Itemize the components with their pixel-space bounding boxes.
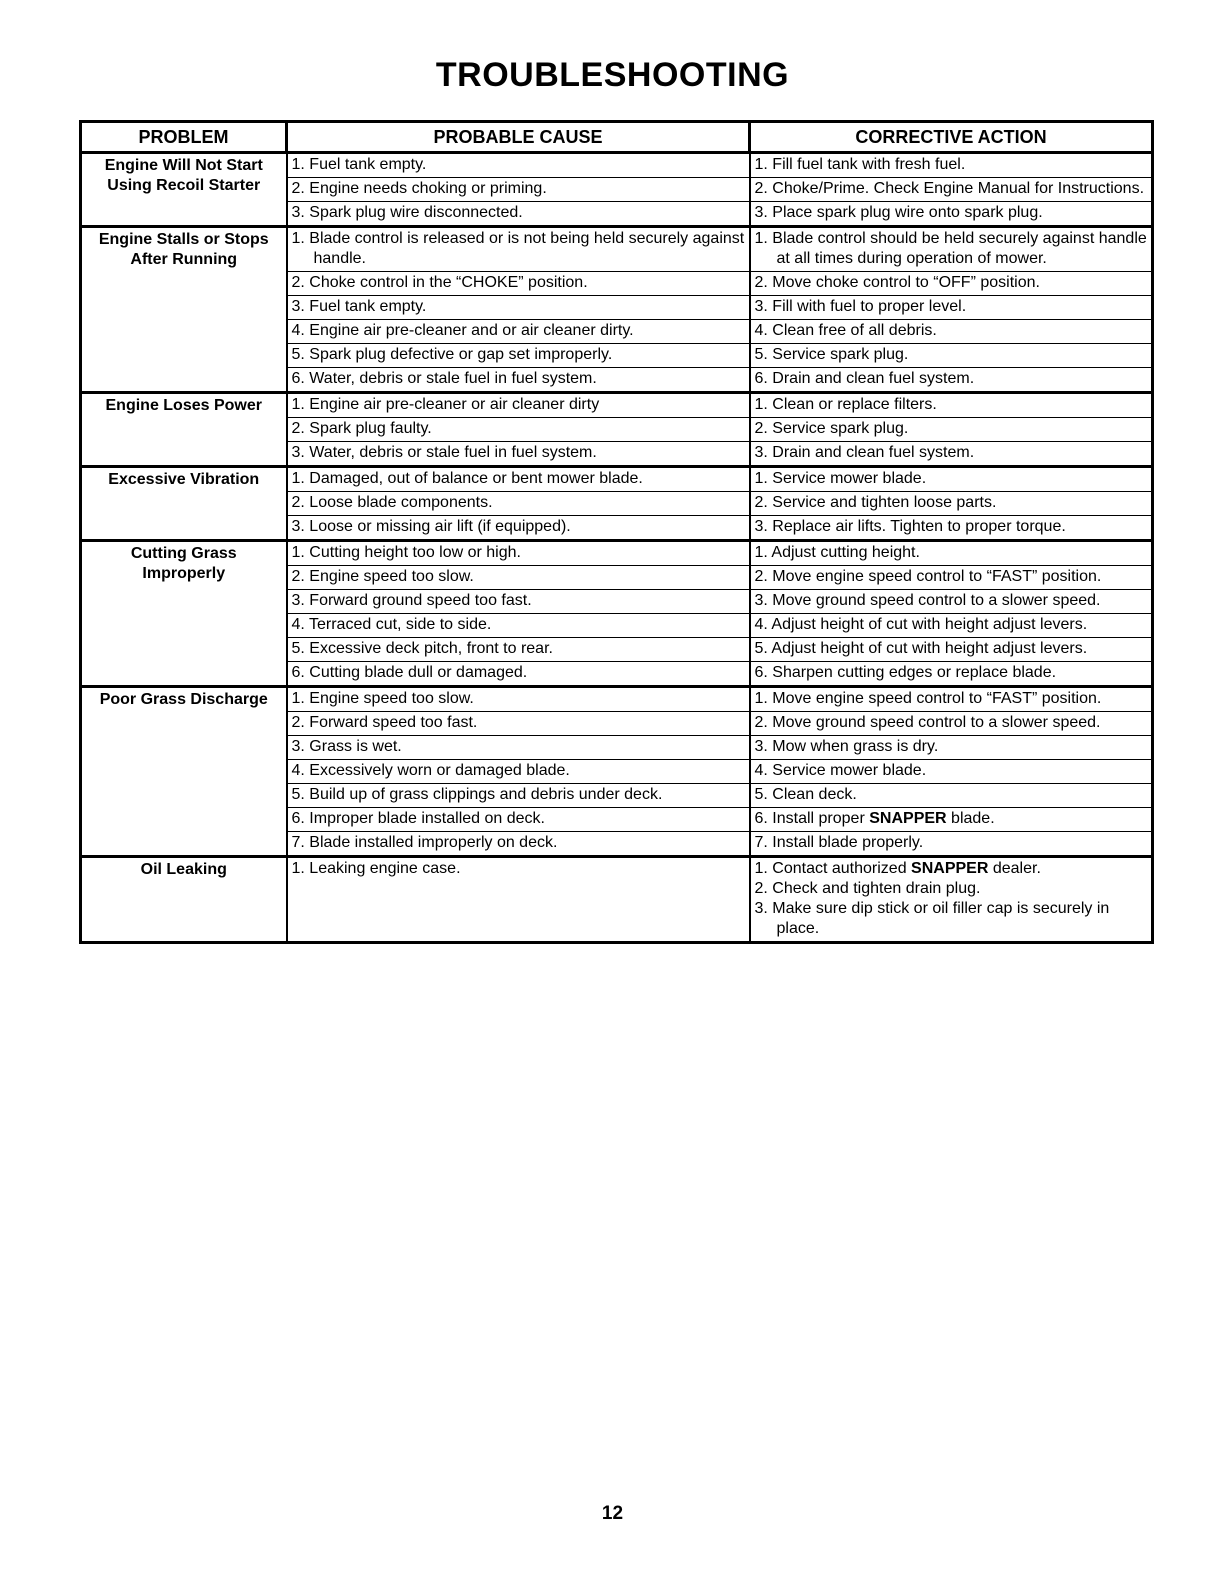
- action-cell: [750, 857, 1153, 943]
- action-text: 2. Service and tighten loose parts.: [754, 494, 997, 511]
- action-text: 1. Blade control should be held securely against handle at all times during operation of mower.: [754, 230, 1147, 267]
- problem-label: Improperly: [142, 565, 226, 582]
- cause-cell: [287, 566, 750, 590]
- page-title: TROUBLESHOOTING: [435, 56, 790, 94]
- cause-cell: [287, 662, 750, 687]
- cause-cell: [287, 614, 750, 638]
- action-text: 5. Adjust height of cut with height adjust levers.: [754, 640, 1088, 657]
- problem-label: Cutting Grass: [130, 545, 237, 562]
- action-text: 1. Fill fuel tank with fresh fuel.: [754, 156, 966, 173]
- table-row: [81, 153, 1153, 178]
- cause-cell: [287, 153, 750, 178]
- action-text: 3. Move ground speed control to a slower speed.: [754, 592, 1101, 609]
- header-problem: PROBLEM: [81, 122, 287, 153]
- cause-text: 5. Build up of grass clippings and debris under deck.: [291, 786, 663, 803]
- cause-text: 1. Damaged, out of balance or bent mower blade.: [291, 470, 643, 487]
- action-text: 3. Fill with fuel to proper level.: [754, 298, 967, 315]
- action-cell: [750, 272, 1153, 296]
- problem-label: Oil Leaking: [140, 861, 227, 878]
- cause-text: 5. Spark plug defective or gap set improperly.: [291, 346, 613, 363]
- action-text: 1. Clean or replace filters.: [754, 396, 937, 413]
- action-cell: [750, 541, 1153, 566]
- problem-cell: [81, 393, 287, 467]
- action-text: 6. Install proper SNAPPER blade.: [754, 810, 995, 827]
- cause-cell: [287, 687, 750, 712]
- cause-text: 3. Loose or missing air lift (if equipped).: [291, 518, 571, 535]
- cause-text: 1. Blade control is released or is not being held securely against handle.: [291, 230, 745, 267]
- action-cell: [750, 736, 1153, 760]
- cause-cell: [287, 541, 750, 566]
- table-row: [81, 541, 1153, 566]
- problem-label: Using Recoil Starter: [107, 177, 261, 194]
- action-text: 3. Make sure dip stick or oil filler cap is securely in place.: [754, 900, 1110, 937]
- action-cell: [750, 760, 1153, 784]
- action-text: 3. Mow when grass is dry.: [754, 738, 939, 755]
- header-probable-cause: PROBABLE CAUSE: [287, 122, 750, 153]
- action-cell: [750, 638, 1153, 662]
- action-text: 5. Service spark plug.: [754, 346, 909, 363]
- cause-text: 2. Forward speed too fast.: [291, 714, 478, 731]
- cause-cell: [287, 368, 750, 393]
- action-cell: [750, 296, 1153, 320]
- action-cell: [750, 516, 1153, 541]
- table-header-row: [81, 122, 1153, 153]
- cause-cell: [287, 418, 750, 442]
- action-cell: [750, 808, 1153, 832]
- cause-cell: [287, 202, 750, 227]
- action-cell: [750, 566, 1153, 590]
- header-corrective-action: CORRECTIVE ACTION: [750, 122, 1153, 153]
- action-text: 3. Place spark plug wire onto spark plug.: [754, 204, 1043, 221]
- action-cell: [750, 393, 1153, 418]
- action-text: 4. Clean free of all debris.: [754, 322, 937, 339]
- cause-text: 2. Engine speed too slow.: [291, 568, 474, 585]
- cause-text: 1. Fuel tank empty.: [291, 156, 427, 173]
- action-text: 4. Adjust height of cut with height adjust levers.: [754, 616, 1088, 633]
- action-cell: [750, 784, 1153, 808]
- cause-cell: [287, 638, 750, 662]
- table-row: [81, 467, 1153, 492]
- action-cell: [750, 153, 1153, 178]
- cause-text: 4. Terraced cut, side to side.: [291, 616, 492, 633]
- action-cell: [750, 442, 1153, 467]
- cause-text: 1. Engine speed too slow.: [291, 690, 474, 707]
- problem-label: After Running: [130, 251, 238, 268]
- action-text: 2. Move ground speed control to a slower speed.: [754, 714, 1101, 731]
- cause-cell: [287, 760, 750, 784]
- action-cell: [750, 467, 1153, 492]
- page-number: 12: [601, 1503, 624, 1524]
- action-text: 1. Adjust cutting height.: [754, 544, 920, 561]
- cause-text: 4. Excessively worn or damaged blade.: [291, 762, 570, 779]
- action-cell: [750, 178, 1153, 202]
- action-text: 3. Replace air lifts. Tighten to proper torque.: [754, 518, 1066, 535]
- action-text: 1. Contact authorized SNAPPER dealer.: [754, 860, 1041, 877]
- cause-cell: [287, 227, 750, 272]
- cause-cell: [287, 442, 750, 467]
- cause-cell: [287, 516, 750, 541]
- problem-cell: [81, 153, 287, 227]
- cause-text: 2. Spark plug faulty.: [291, 420, 432, 437]
- cause-cell: [287, 272, 750, 296]
- action-cell: [750, 227, 1153, 272]
- problem-cell: [81, 227, 287, 393]
- action-cell: [750, 712, 1153, 736]
- cause-cell: [287, 832, 750, 857]
- problem-label: Engine Stalls or Stops: [98, 231, 269, 248]
- cause-cell: [287, 492, 750, 516]
- cause-cell: [287, 808, 750, 832]
- troubleshooting-table: [79, 120, 1154, 944]
- action-text: 5. Clean deck.: [754, 786, 857, 803]
- table-row: [81, 857, 1153, 943]
- cause-cell: [287, 393, 750, 418]
- table-row: [81, 227, 1153, 272]
- table-row: [81, 393, 1153, 418]
- cause-cell: [287, 467, 750, 492]
- action-cell: [750, 492, 1153, 516]
- action-text: 4. Service mower blade.: [754, 762, 927, 779]
- action-cell: [750, 662, 1153, 687]
- cause-text: 2. Loose blade components.: [291, 494, 493, 511]
- table-row: [81, 687, 1153, 712]
- action-text: 7. Install blade properly.: [754, 834, 924, 851]
- cause-text: 5. Excessive deck pitch, front to rear.: [291, 640, 553, 657]
- cause-cell: [287, 178, 750, 202]
- problem-cell: [81, 541, 287, 687]
- cause-text: 3. Spark plug wire disconnected.: [291, 204, 523, 221]
- cause-text: 2. Engine needs choking or priming.: [291, 180, 547, 197]
- cause-cell: [287, 784, 750, 808]
- cause-text: 2. Choke control in the “CHOKE” position.: [291, 274, 588, 291]
- action-text: 2. Move engine speed control to “FAST” position.: [754, 568, 1102, 585]
- action-cell: [750, 202, 1153, 227]
- action-text: 1. Move engine speed control to “FAST” position.: [754, 690, 1102, 707]
- action-text: 1. Service mower blade.: [754, 470, 927, 487]
- cause-text: 3. Water, debris or stale fuel in fuel system.: [291, 444, 597, 461]
- action-cell: [750, 368, 1153, 393]
- cause-text: 1. Cutting height too low or high.: [291, 544, 521, 561]
- action-text: 6. Drain and clean fuel system.: [754, 370, 975, 387]
- action-cell: [750, 832, 1153, 857]
- action-cell: [750, 687, 1153, 712]
- cause-cell: [287, 736, 750, 760]
- cause-text: 3. Fuel tank empty.: [291, 298, 427, 315]
- cause-text: 6. Water, debris or stale fuel in fuel system.: [291, 370, 597, 387]
- cause-text: 7. Blade installed improperly on deck.: [291, 834, 558, 851]
- cause-text: 1. Engine air pre-cleaner or air cleaner dirty: [291, 396, 600, 413]
- cause-cell: [287, 320, 750, 344]
- cause-text: 1. Leaking engine case.: [291, 860, 461, 877]
- action-cell: [750, 344, 1153, 368]
- problem-cell: [81, 467, 287, 541]
- action-text: 2. Move choke control to “OFF” position.: [754, 274, 1040, 291]
- action-cell: [750, 590, 1153, 614]
- problem-label: Excessive Vibration: [108, 471, 260, 488]
- cause-text: 6. Cutting blade dull or damaged.: [291, 664, 528, 681]
- cause-cell: [287, 590, 750, 614]
- problem-cell: [81, 857, 287, 943]
- action-cell: [750, 418, 1153, 442]
- cause-text: 6. Improper blade installed on deck.: [291, 810, 545, 827]
- problem-cell: [81, 687, 287, 857]
- action-cell: [750, 614, 1153, 638]
- action-text: 2. Service spark plug.: [754, 420, 909, 437]
- action-text: 2. Choke/Prime. Check Engine Manual for Instructions.: [754, 180, 1145, 197]
- action-cell: [750, 320, 1153, 344]
- problem-label: Poor Grass Discharge: [99, 691, 268, 708]
- problem-label: Engine Loses Power: [105, 397, 262, 414]
- action-text: 6. Sharpen cutting edges or replace blade.: [754, 664, 1057, 681]
- problem-label: Engine Will Not Start: [104, 157, 263, 174]
- cause-cell: [287, 296, 750, 320]
- action-text: 3. Drain and clean fuel system.: [754, 444, 975, 461]
- cause-text: 3. Grass is wet.: [291, 738, 402, 755]
- cause-text: 3. Forward ground speed too fast.: [291, 592, 532, 609]
- cause-text: 4. Engine air pre-cleaner and or air cleaner dirty.: [291, 322, 634, 339]
- cause-cell: [287, 344, 750, 368]
- action-text: 2. Check and tighten drain plug.: [754, 880, 981, 897]
- cause-cell: [287, 712, 750, 736]
- cause-cell: [287, 857, 750, 943]
